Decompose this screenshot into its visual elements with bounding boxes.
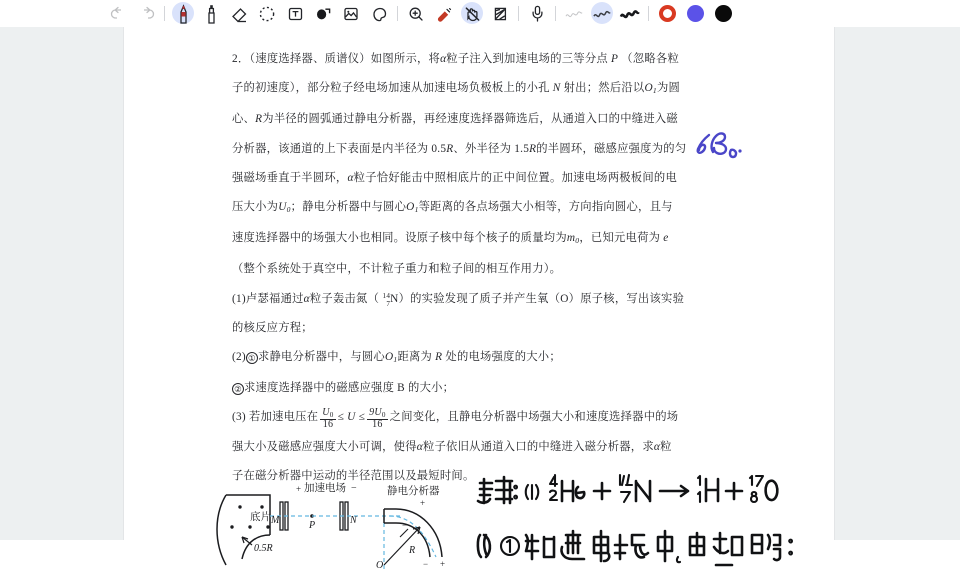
text-run: 子在磁分析器中运动的半径范围以及最短时间。 [232,469,475,482]
var-R: R [255,113,263,126]
question-2-line-1 [232,343,754,374]
lasso-select-icon[interactable] [253,2,281,26]
text-run: 求静电分析器中，与圆心 [257,351,385,364]
undo-icon[interactable] [104,2,132,26]
text-run: 的半圆环，磁感应强度为的匀 [536,142,687,155]
microphone-icon[interactable] [523,2,551,26]
hw-jie-character [478,477,512,503]
text-run: ，已知元电荷为 [579,232,661,245]
var-O: O [406,201,415,214]
problem-line-7 [232,224,754,255]
var-e: e [663,232,669,245]
text-run: 求速度选择器中的磁感应强度 B 的大小； [244,382,455,395]
hw-char-jia [526,535,554,559]
text-run: （整个系统处于真空中，不计粒子重力和粒子间的相互作用力）。 [232,263,562,276]
label-plate-plus-2: + [440,559,446,569]
fraction-lower-bound [320,408,335,431]
text-run: 心、 [232,113,256,126]
var-R: R [529,142,537,155]
handwritten-annotation-b0 [687,130,747,166]
label-half-R: 0.5R [254,543,273,554]
text-run: (2) [232,351,246,364]
text-box-icon[interactable] [281,2,309,26]
toolbar-separator-5 [648,6,649,21]
fraction-denominator: 16 [372,419,383,431]
element-symbol: N [390,292,399,305]
var-O-subscript: 1 [414,205,419,215]
question-3-line-1 [232,403,754,432]
var-U: U [278,201,287,214]
label-plate-plus: + [420,498,426,508]
text-run: ）的实验发现了质子并产生氧（O）原子核，写出该实验 [398,292,685,305]
var-O: O [384,351,394,364]
var-m-subscript: 0 [575,236,580,246]
label-N: N [350,515,357,526]
eraser-icon[interactable] [225,2,253,26]
handwritten-solution [474,473,804,567]
marker-icon[interactable] [430,2,458,26]
label-P: P [309,520,316,531]
var-O-subscript: 1 [393,355,398,365]
alpha-symbol: α [347,171,354,184]
var-O: O [644,82,653,95]
circled-number-1: ① [246,352,258,364]
film-plate-group [217,495,270,565]
text-run: 强大小及磁感应强度大小可调，使得 [232,440,417,453]
hw-reaction-arrow [660,486,688,496]
label-accel-field: 加速电场 [304,483,346,494]
text-run: 粒子依旧从通道入口的中缝进入磁分析器，求 [422,440,654,453]
stroke-thin-icon[interactable] [560,2,588,26]
text-run: 压大小为 [232,201,279,214]
problem-line-1 [232,45,754,74]
text-run: (3) 若加速电压在 [232,411,319,424]
var-m: m [566,232,576,245]
text-run: 、外半径为 1.5 [453,142,530,155]
hw-plus-2 [726,483,742,499]
electrostatic-analyzer-group [384,509,442,565]
mass-number: 14 [382,291,391,300]
label-O: O [376,560,384,571]
canvas-background-right [835,27,960,540]
hw-char-dong [714,533,742,555]
inequality-run: ≤ U ≤ [337,411,366,424]
problem-line-5 [232,164,754,193]
label-M: M [271,515,280,526]
var-R: R [435,351,443,364]
label-film: 底片 [250,512,271,523]
label-plate-minus-2: − [423,559,429,569]
hw-part-1 [526,485,539,499]
hw-oxygen-nuclide [750,476,777,502]
text-run: 子的初速度），部分粒子经电场加速从加速电场负极板上的小孔 [232,82,550,95]
text-run: 粒 [660,440,672,453]
alpha-symbol: α [416,440,423,453]
text-run: 之间变化，且静电分析器中场强大小和速度选择器中的场 [389,411,679,424]
text-run: 的核反应方程； [232,321,313,334]
alpha-symbol: α [653,440,661,453]
hw-char-neng [752,535,780,560]
var-U: U [322,406,330,418]
hw-plus-1 [594,483,610,499]
problem-line-8 [232,255,754,284]
problem-line-4 [232,135,754,164]
text-run: 粒子恰好能击中照相底片的正中间位置。加速电场两极板间的电 [353,171,677,184]
hw-comma [677,557,680,562]
circled-number-2: ② [232,383,244,395]
text-run: 射出；然后沿以 [563,82,645,95]
hw-helium-nuclide [550,475,584,501]
label-R: R [409,545,416,556]
fraction-upper-bound [367,408,388,431]
toolbar-separator-3 [518,6,519,21]
problem-line-3 [232,105,754,134]
hw-hydrogen-nuclide [698,476,718,502]
palm-reject-icon[interactable] [458,2,486,26]
drawing-toolbar [0,0,960,27]
text-run: 2．（速度选择器、质谱仪）如图所示，将 [232,53,441,65]
hw-part-2 [478,535,490,557]
label-accel-minus: − [351,483,357,494]
hw-colon-2 [789,540,792,555]
question-1-line-1 [232,285,754,314]
color-swatch-blue[interactable] [681,2,709,26]
atomic-number: 7 [386,299,391,308]
label-analyzer: 静电分析器 [387,486,440,497]
hw-char-dian [594,531,609,561]
var-N: N [552,82,561,95]
hatch-fill-icon[interactable] [486,2,514,26]
zoom-in-icon[interactable] [402,2,430,26]
hw-char-zhong [658,531,672,561]
question-1-line-2 [232,314,754,343]
var-O-subscript: 1 [652,86,657,96]
problem-line-6 [232,193,754,224]
text-run: ；静电分析器中与圆心 [290,201,407,214]
alpha-symbol: α [440,53,447,65]
printed-problem-text [232,45,754,491]
nuclide-nitrogen [379,291,391,308]
var-U-subscript: 0 [286,205,291,215]
text-run: 处的电场强度的大小； [445,351,561,364]
text-run: (1)卢瑟福通过 [232,292,304,305]
text-run: 分析器，该通道的上下表面是内半径为 0.5 [232,142,447,155]
label-accel-plus: + [296,484,302,494]
problem-line-2 [232,74,754,105]
highlighter-icon[interactable] [197,2,225,26]
shape-icon[interactable] [309,2,337,26]
text-run: 粒子注入到加速电场的三等分点 [446,53,608,65]
text-run: 距离为 [397,351,433,364]
text-run: 强磁场垂直于半圆环， [232,171,348,184]
stroke-thick-icon[interactable] [616,2,644,26]
question-2-line-2 [232,374,754,403]
alpha-symbol: α [303,292,310,305]
hw-char-su [561,531,584,559]
label-plate-minus: − [402,520,408,530]
toolbar-separator-2 [397,6,398,21]
hw-char-you [690,533,704,555]
canvas-background-left [0,27,123,540]
text-run: 为圆 [656,82,681,95]
var-R: R [446,142,454,155]
stroke-medium-icon[interactable] [588,2,616,26]
redo-icon[interactable] [132,2,160,26]
pen-icon[interactable] [169,2,197,26]
hw-nitrogen-nuclide [620,475,650,502]
question-3-line-2 [232,433,754,462]
var-9U: 9U [369,406,382,418]
text-run: 速度选择器中的场强大小也相同。设原子核中每个核子的质量均为 [232,232,567,245]
text-run: 为半径的圆弧通过静电分析器，再经速度选择器筛选后，从通道入口的中缝进入磁 [262,113,678,126]
hw-circled-1-digit [507,540,510,552]
text-run: 粒子轰击氮（ [309,292,380,305]
color-swatch-black[interactable] [709,2,737,26]
image-icon[interactable] [337,2,365,26]
hw-colon [514,486,517,499]
toolbar-separator-1 [164,6,165,21]
var-P: P [611,53,619,65]
fraction-denominator: 16 [322,419,334,431]
text-run: 等距离的各点场强大小相等，方向指向圆心，且与 [418,201,673,214]
text-run: （忽略各粒 [621,53,680,65]
note-page[interactable] [123,27,835,571]
var-U-subscript: 0 [381,410,386,419]
color-swatch-red[interactable] [653,2,681,26]
var-U-subscript: 0 [329,410,334,419]
sticker-icon[interactable] [365,2,393,26]
hw-char-chang [615,535,648,559]
toolbar-separator-4 [555,6,556,21]
